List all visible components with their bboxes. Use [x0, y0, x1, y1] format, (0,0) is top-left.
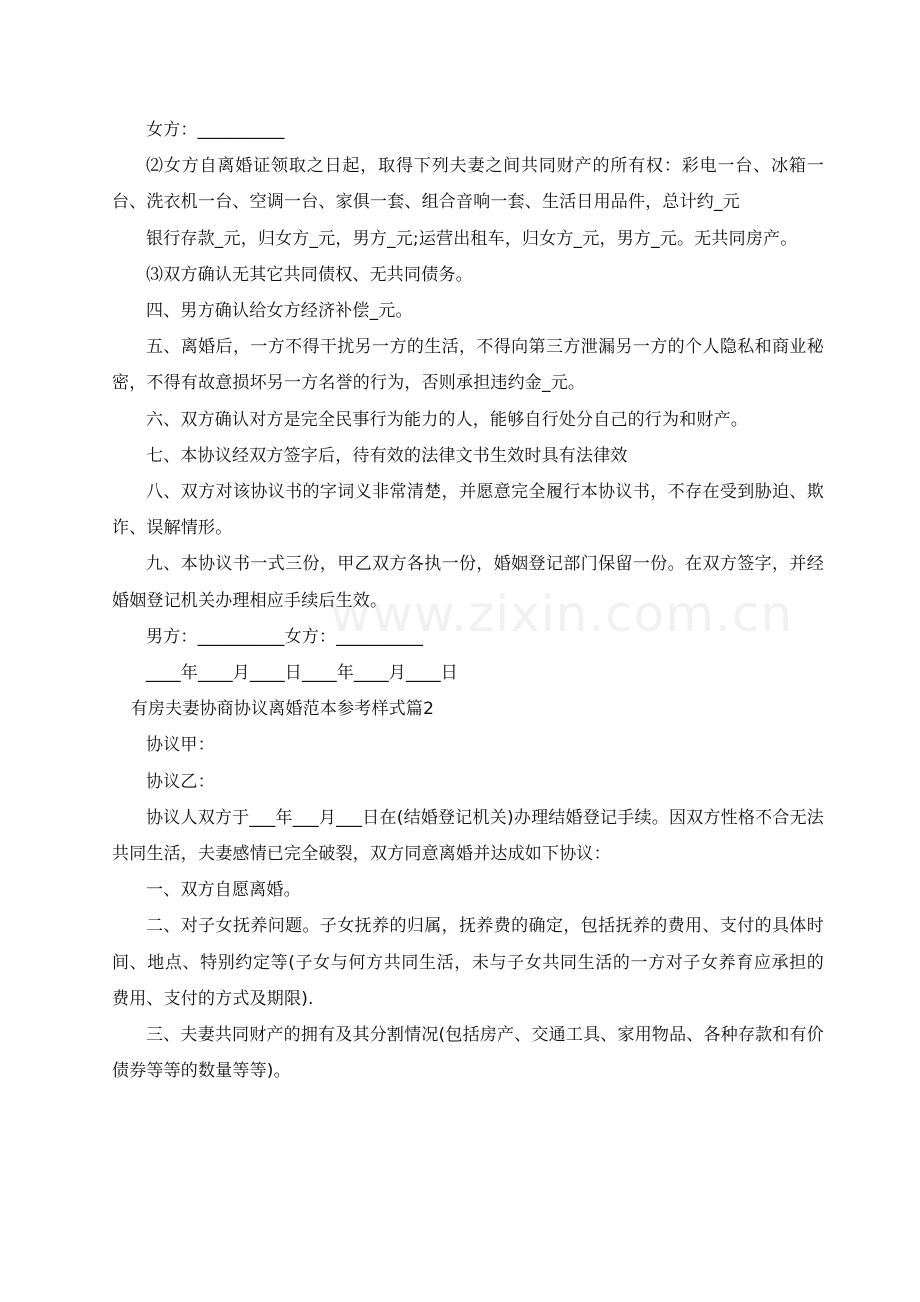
paragraph-clause-6: 六、双方确认对方是完全民事行为能力的人，能够自行处分自己的行为和财产。	[146, 409, 748, 430]
paragraph-clause-1: 一、双方自愿离婚。	[146, 880, 301, 901]
document-body	[112, 112, 824, 1089]
watermark-logo: www.zixin.com.cn	[330, 585, 794, 643]
paragraph-clause-9: 九、本协议书一式三份，甲乙双方各执一份，婚姻登记部门保留一份。在双方签字，并经婚姻登记机关办理相应手续后生效。	[112, 554, 824, 611]
section-heading-template-2: 有房夫妻协商协议离婚范本参考样式篇2	[130, 699, 435, 720]
paragraph-party-a: 协议甲：	[146, 735, 215, 756]
paragraph-signatures: 男方：__________女方：__________	[146, 626, 424, 647]
paragraph-clause-3: 三、夫妻共同财产的拥有及其分割情况(包括房产、交通工具、家用物品、各种存款和有价债券等等的数量等等)。	[112, 1025, 824, 1082]
paragraph-clause-5: 五、离婚后，一方不得干扰另一方的生活，不得向第三方泄漏另一方的个人隐私和商业秘密，不得有故意损坏另一方名誉的行为，否则承担违约金_元。	[112, 337, 824, 394]
paragraph-no-debts: ⑶双方确认无其它共同债权、无共同债务。	[146, 264, 473, 285]
paragraph-clause-8: 八、双方对该协议书的字词义非常清楚，并愿意完全履行本协议书，不存在受到胁迫、欺诈、误解情形。	[112, 482, 824, 539]
paragraph-clause-7: 七、本协议经双方签字后，待有效的法律文书生效时具有法律效	[146, 445, 628, 466]
paragraph-clause-4: 四、男方确认给女方经济补偿_元。	[146, 301, 413, 322]
paragraph-party-b: 协议乙：	[146, 771, 215, 792]
paragraph-bank-deposit: 银行存款_元，归女方_元，男方_元;运营出租车，归女方_元，男方_元。无共同房产。	[146, 228, 798, 249]
paragraph-marriage-registration: 协议人双方于___年___月___日在(结婚登记机关)办理结婚登记手续。因双方性格不合无法共同生活，夫妻感情已完全破裂，双方同意离婚并达成如下协议：	[112, 807, 824, 865]
paragraph-female-party-line: 女方：__________	[146, 120, 285, 140]
paragraph-property-female: ⑵女方自离婚证领取之日起，取得下列夫妻之间共同财产的所有权：彩电一台、冰箱一台、洗衣机一台、空调一台、家俱一套、组合音响一套、生活日用品件，总计约_元	[112, 156, 824, 213]
paragraph-clause-2: 二、对子女抚养问题。子女抚养的归属，抚养费的确定，包括抚养的费用、支付的具体时间、地点、特别约定等(子女与何方共同生活，未与子女共同生活的一方对子女养育应承担的费用、支付的方式及期限).	[112, 916, 824, 1009]
paragraph-dates: ____年____月____日____年____月____日	[146, 663, 458, 684]
